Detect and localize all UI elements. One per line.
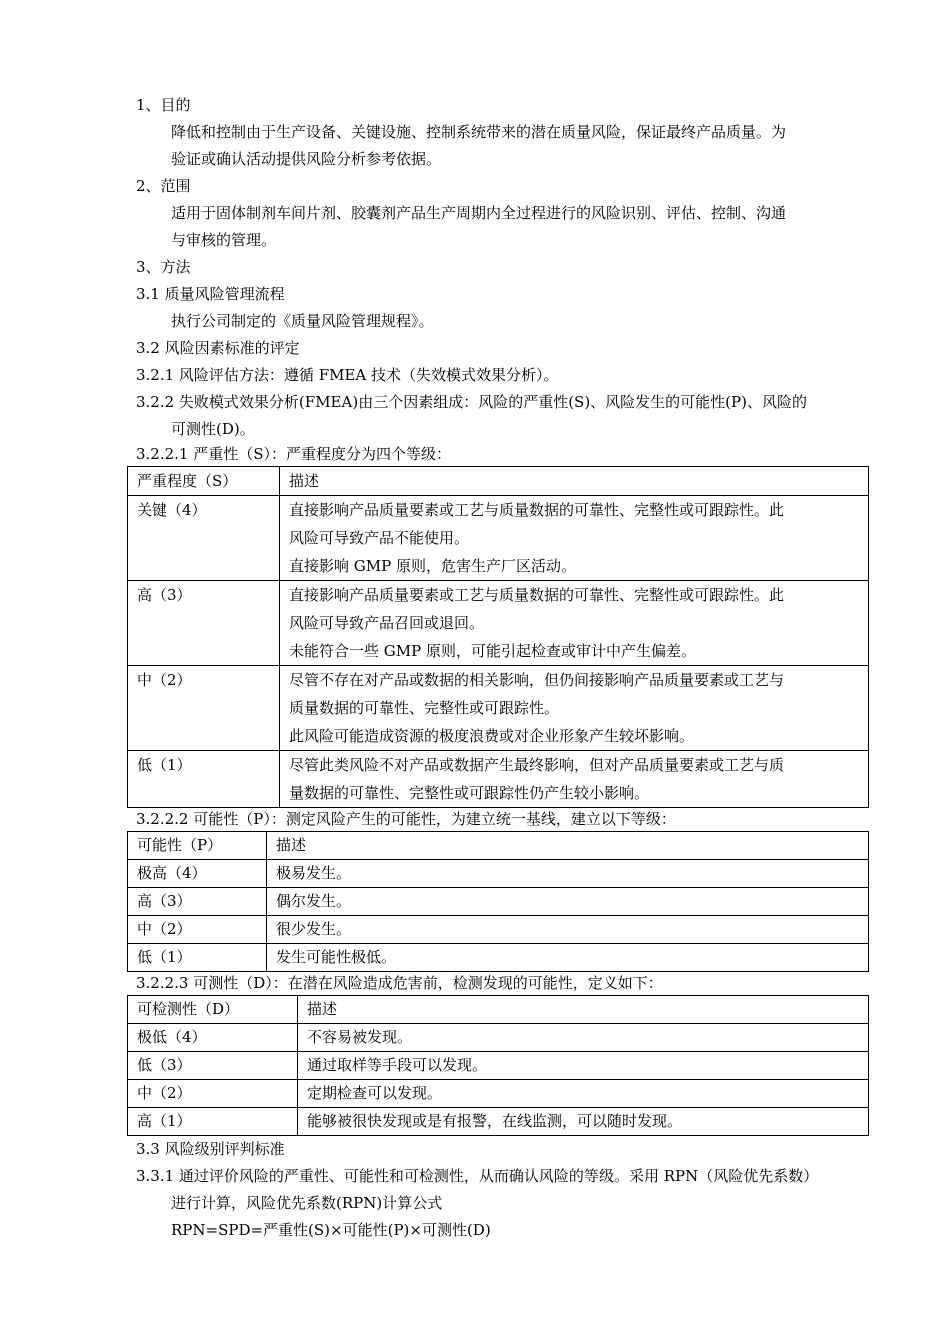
section-3-2-1: 3.2.1 风险评估方法：遵循 FMEA 技术（失效模式效果分析）。: [136, 366, 559, 384]
table-row: [128, 496, 869, 581]
section-2-body-line: 适用于固体制剂车间片剂、胶囊剂产品生产周期内全过程进行的风险识别、评估、控制、沟通: [171, 204, 787, 222]
section-3-2-2-line: 3.2.2 失败模式效果分析(FMEA)由三个因素组成：风险的严重性(S)、风险发生的可能性(P)、风险的: [136, 393, 807, 411]
desc-line: 直接影响产品质量要素或工艺与质量数据的可靠性、完整性或可跟踪性。此: [289, 586, 785, 604]
header-cell: 描述: [280, 467, 869, 496]
desc-cell: 偶尔发生。: [267, 888, 869, 916]
header-cell: 可检测性（D）: [128, 996, 298, 1024]
table-header-row: [128, 996, 869, 1024]
rpn-formula: RPN=SPD=严重性(S)×可能性(P)×可测性(D): [171, 1221, 491, 1239]
table-row: [128, 666, 869, 751]
section-3-3-1-line: 3.3.1 通过评价风险的严重性、可能性和可检测性，从而确认风险的等级。采用 RPN（风险优先系数）: [136, 1167, 819, 1185]
desc-cell: 不容易被发现。: [298, 1024, 869, 1052]
section-2-body-line: 与审核的管理。: [171, 231, 277, 249]
desc-cell: [280, 666, 869, 751]
detectability-caption: 3.2.2.3 可测性（D）：在潜在风险造成危害前，检测发现的可能性，定义如下：: [136, 974, 663, 992]
level-cell: 极高（4）: [128, 860, 267, 888]
section-1-body-line: 降低和控制由于生产设备、关键设施、控制系统带来的潜在质量风险，保证最终产品质量。为: [171, 123, 787, 141]
table-row: [128, 1108, 869, 1136]
document-page: [127, 92, 869, 1244]
desc-cell: [280, 581, 869, 666]
desc-cell: [280, 751, 869, 808]
level-cell: 极低（4）: [128, 1024, 298, 1052]
section-3-1-title: 3.1 质量风险管理流程: [136, 285, 285, 303]
header-cell: 严重程度（S）: [128, 467, 280, 496]
section-2-title: 2、范围: [136, 177, 191, 195]
level-cell: 中（2）: [128, 1080, 298, 1108]
level-cell: 高（3）: [128, 888, 267, 916]
severity-caption: 3.2.2.1 严重性（S）：严重程度分为四个等级：: [136, 445, 452, 463]
desc-line: 尽管不存在对产品或数据的相关影响，但仍间接影响产品质量要素或工艺与: [289, 671, 785, 689]
section-3-1-body: 执行公司制定的《质量风险管理规程》。: [171, 312, 434, 330]
level-cell: 中（2）: [128, 916, 267, 944]
desc-line: 量数据的可靠性、完整性或可跟踪性仍产生较小影响。: [289, 784, 650, 802]
desc-cell: 很少发生。: [267, 916, 869, 944]
header-cell: 描述: [298, 996, 869, 1024]
section-3-title: 3、方法: [136, 258, 191, 276]
level-cell: 高（1）: [128, 1108, 298, 1136]
table-row: [128, 581, 869, 666]
section-3-2-2-line: 可测性(D)。: [171, 420, 255, 438]
table-header-row: [128, 832, 869, 860]
desc-cell: 通过取样等手段可以发现。: [298, 1052, 869, 1080]
table-row: [128, 1024, 869, 1052]
detectability-table: [127, 995, 869, 1136]
table-row: [128, 944, 869, 972]
level-cell: 高（3）: [128, 581, 280, 666]
desc-cell: 能够被很快发现或是有报警，在线监测，可以随时发现。: [298, 1108, 869, 1136]
table-row: [128, 888, 869, 916]
desc-line: 风险可导致产品召回或退回。: [289, 614, 485, 632]
desc-cell: [280, 496, 869, 581]
section-1-body-line: 验证或确认活动提供风险分析参考依据。: [171, 150, 442, 168]
section-1-title: 1、目的: [136, 96, 191, 114]
desc-line: 直接影响产品质量要素或工艺与质量数据的可靠性、完整性或可跟踪性。此: [289, 501, 785, 519]
table-row: [128, 1052, 869, 1080]
possibility-caption: 3.2.2.2 可能性（P）：测定风险产生的可能性，为建立统一基线，建立以下等级：: [136, 810, 676, 828]
desc-line: 尽管此类风险不对产品或数据产生最终影响，但对产品质量要素或工艺与质: [289, 756, 785, 774]
level-cell: 低（3）: [128, 1052, 298, 1080]
desc-line: 风险可导致产品不能使用。: [289, 529, 470, 547]
possibility-table: [127, 831, 869, 972]
desc-line: 此风险可能造成资源的极度浪费或对企业形象产生较坏影响。: [289, 727, 695, 745]
table-row: [128, 751, 869, 808]
table-row: [128, 916, 869, 944]
level-cell: 关键（4）: [128, 496, 280, 581]
desc-line: 质量数据的可靠性、完整性或可跟踪性。: [289, 699, 560, 717]
section-3-3-1-line: 进行计算，风险优先系数(RPN)计算公式: [171, 1194, 443, 1212]
desc-cell: 极易发生。: [267, 860, 869, 888]
table-row: [128, 1080, 869, 1108]
section-3-3-title: 3.3 风险级别评判标准: [136, 1140, 285, 1158]
desc-line: 未能符合一些 GMP 原则，可能引起检查或审计中产生偏差。: [289, 642, 696, 660]
level-cell: 低（1）: [128, 944, 267, 972]
header-cell: 可能性（P）: [128, 832, 267, 860]
section-3-2-title: 3.2 风险因素标准的评定: [136, 339, 300, 357]
desc-cell: 发生可能性极低。: [267, 944, 869, 972]
severity-table: [127, 466, 869, 808]
table-header-row: [128, 467, 869, 496]
desc-cell: 定期检查可以发现。: [298, 1080, 869, 1108]
level-cell: 中（2）: [128, 666, 280, 751]
header-cell: 描述: [267, 832, 869, 860]
desc-line: 直接影响 GMP 原则，危害生产厂区活动。: [289, 557, 576, 575]
table-row: [128, 860, 869, 888]
level-cell: 低（1）: [128, 751, 280, 808]
